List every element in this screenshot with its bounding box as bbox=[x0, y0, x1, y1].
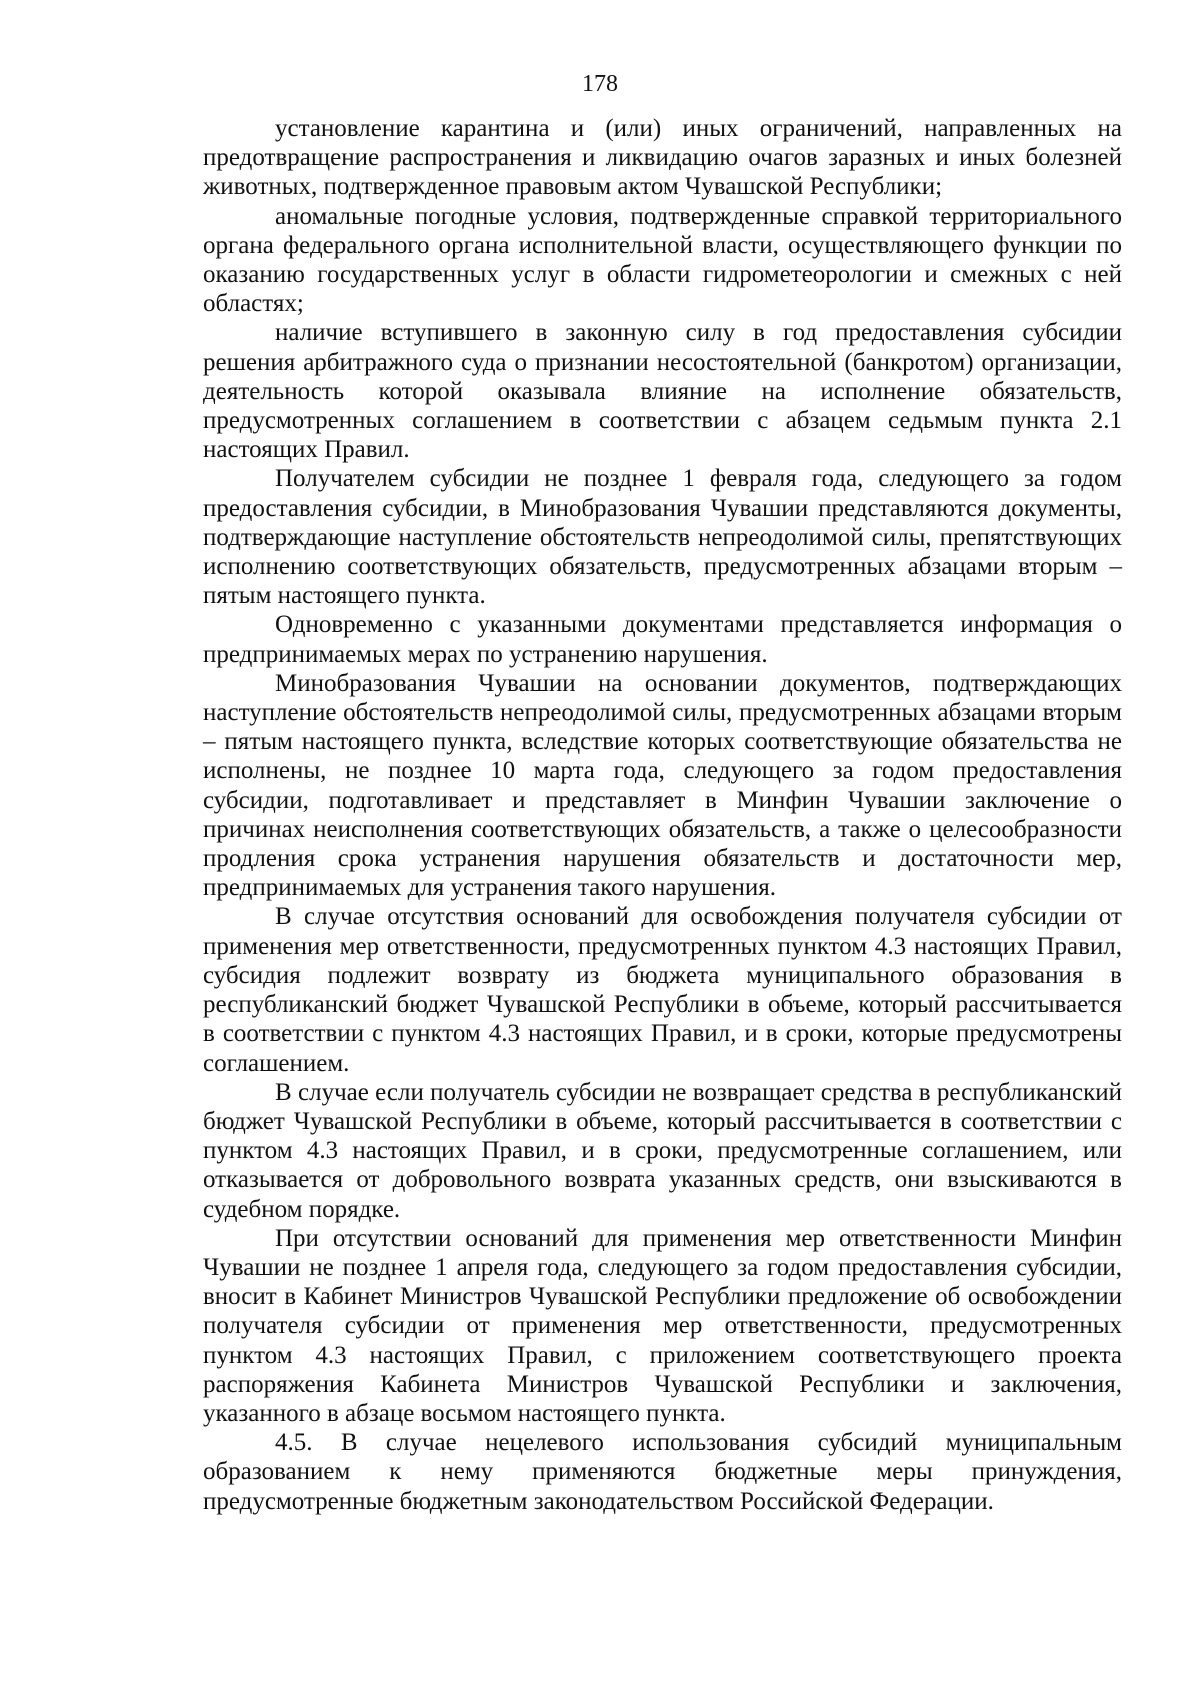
paragraph-subsidy-return: В случае отсутствия оснований для освобождения получателя субсидии от применения мер ответственности, предусмотренных пунктом 4.3 настоящих Правил, субсидия подлежит возврату из бюджета муниципального образования в республиканский бюджет Чувашской Республики в объеме, который рассчитывается в соответствии с пунктом 4.3 настоящих Правил, и в сроки, которые предусмотрены соглашением. bbox=[203, 903, 1122, 1077]
paragraph-weather: аномальные погодные условия, подтвержденные справкой территориального органа федерального органа исполнительной власти, осуществляющего функции по оказанию государственных услуг в области гидрометеорологии и смежных с ней областях; bbox=[203, 202, 1122, 318]
paragraph-quarantine: установление карантина и (или) иных ограничений, направленных на предотвращение распространения и ликвидацию очагов заразных и иных болезней животных, подтвержденное правовым актом Чувашской Республики; bbox=[203, 115, 1122, 201]
paragraph-release-proposal: При отсутствии оснований для применения мер ответственности Минфин Чувашии не позднее 1 апреля года, следующего за годом предоставления субсидии, вносит в Кабинет Министров Чувашской Республики предложение об освобождении получателя субсидии от применения мер ответственности, предусмотренных пунктом 4.3 настоящих Правил, с приложением соответствующего проекта распоряжения Кабинета Министров Чувашской Республики и заключения, указанного в абзаце восьмом настоящего пункта. bbox=[203, 1224, 1122, 1427]
paragraph-documents-deadline: Получателем субсидии не позднее 1 февраля года, следующего за годом предоставления субсидии, в Минобразования Чувашии представляются документы, подтверждающие наступление обстоятельств непреодолимой силы, препятствующих исполнению соответствующих обязательств, предусмотренных абзацами вторым – пятым настоящего пункта. bbox=[203, 465, 1122, 610]
paragraph-bankruptcy: наличие вступившего в законную силу в год предоставления субсидии решения арбитражного суда о признании несостоятельной (банкротом) организации, деятельность которой оказывала влияние на исполнение обязательств, предусмотренных соглашением в соответствии с абзацем седьмым пункта 2.1 настоящих Правил. bbox=[203, 319, 1122, 464]
paragraph-ministry-conclusion: Минобразования Чувашии на основании документов, подтверждающих наступление обстоятельств непреодолимой силы, предусмотренных абзацами вторым – пятым настоящего пункта, вследствие которых соответствующие обязательства не исполнены, не позднее 10 марта года, следующего за годом предоставления субсидии, подготавливает и представляет в Минфин Чувашии заключение о причинах неисполнения соответствующих обязательств, а также о целесообразности продления срока устранения нарушения обязательств и достаточности мер, предпринимаемых для устранения такого нарушения. bbox=[203, 669, 1122, 902]
paragraph-judicial-recovery: В случае если получатель субсидии не возвращает средства в республиканский бюджет Чувашской Республики в объеме, который рассчитывается в соответствии с пунктом 4.3 настоящих Правил, и в сроки, предусмотренные соглашением, или отказывается от добровольного возврата указанных средств, они взыскиваются в судебном порядке. bbox=[203, 1078, 1122, 1223]
paragraph-measures-info: Одновременно с указанными документами представляется информация о предпринимаемых мерах по устранению нарушения. bbox=[203, 611, 1122, 668]
paragraph-misuse-measures: 4.5. В случае нецелевого использования субсидий муниципальным образованием к нему применяются бюджетные меры принуждения, предусмотренные бюджетным законодательством Российской Федерации. bbox=[203, 1429, 1122, 1515]
page-number: 178 bbox=[582, 71, 618, 97]
document-body bbox=[203, 114, 1122, 1516]
